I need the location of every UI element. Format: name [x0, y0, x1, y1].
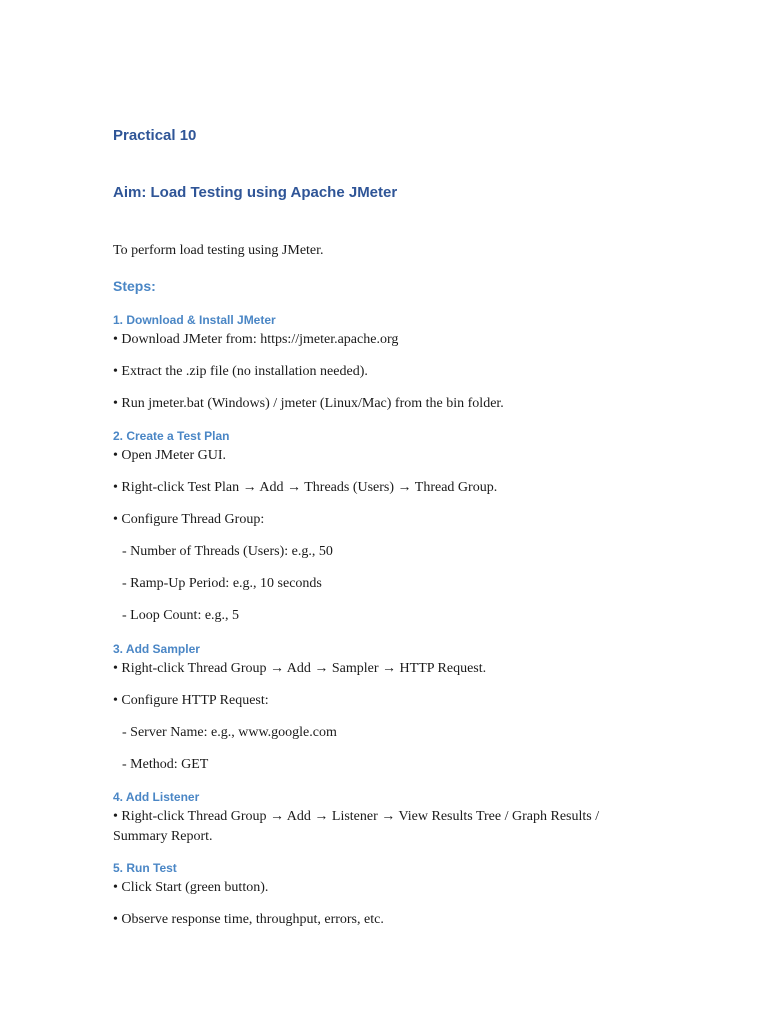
document-title: Practical 10 [113, 127, 197, 144]
list-item: • Open JMeter GUI. [113, 448, 226, 463]
list-item: • Right-click Thread Group → Add → Listener → View Results Tree / Graph Results / [113, 809, 600, 824]
section-heading-run-test: 5. Run Test [113, 861, 177, 875]
list-item: • Observe response time, throughput, errors, etc. [113, 912, 384, 927]
sub-list-item: - Number of Threads (Users): e.g., 50 [122, 544, 333, 559]
sub-list-item: - Ramp-Up Period: e.g., 10 seconds [122, 576, 322, 591]
sub-list-item: - Method: GET [122, 757, 209, 772]
list-item: • Configure Thread Group: [113, 512, 265, 527]
section-heading-download: 1. Download & Install JMeter [113, 313, 276, 327]
intro-text: To perform load testing using JMeter. [113, 243, 324, 258]
sub-list-item: - Server Name: e.g., www.google.com [122, 725, 337, 740]
section-heading-test-plan: 2. Create a Test Plan [113, 429, 230, 443]
list-item-continuation: Summary Report. [113, 829, 213, 844]
list-item: • Right-click Test Plan → Add → Threads (Users) → Thread Group. [113, 480, 498, 495]
section-heading-listener: 4. Add Listener [113, 790, 200, 804]
sub-list-item: - Loop Count: e.g., 5 [122, 608, 240, 623]
list-item: • Extract the .zip file (no installation needed). [113, 364, 368, 379]
aim-heading: Aim: Load Testing using Apache JMeter [113, 184, 398, 201]
list-item: • Run jmeter.bat (Windows) / jmeter (Linux/Mac) from the bin folder. [113, 396, 504, 411]
list-item: • Click Start (green button). [113, 880, 269, 895]
steps-heading: Steps: [113, 278, 156, 294]
section-heading-sampler: 3. Add Sampler [113, 642, 200, 656]
list-item: • Download JMeter from: https://jmeter.apache.org [113, 332, 399, 347]
list-item: • Configure HTTP Request: [113, 693, 269, 708]
list-item: • Right-click Thread Group → Add → Sampler → HTTP Request. [113, 661, 487, 676]
